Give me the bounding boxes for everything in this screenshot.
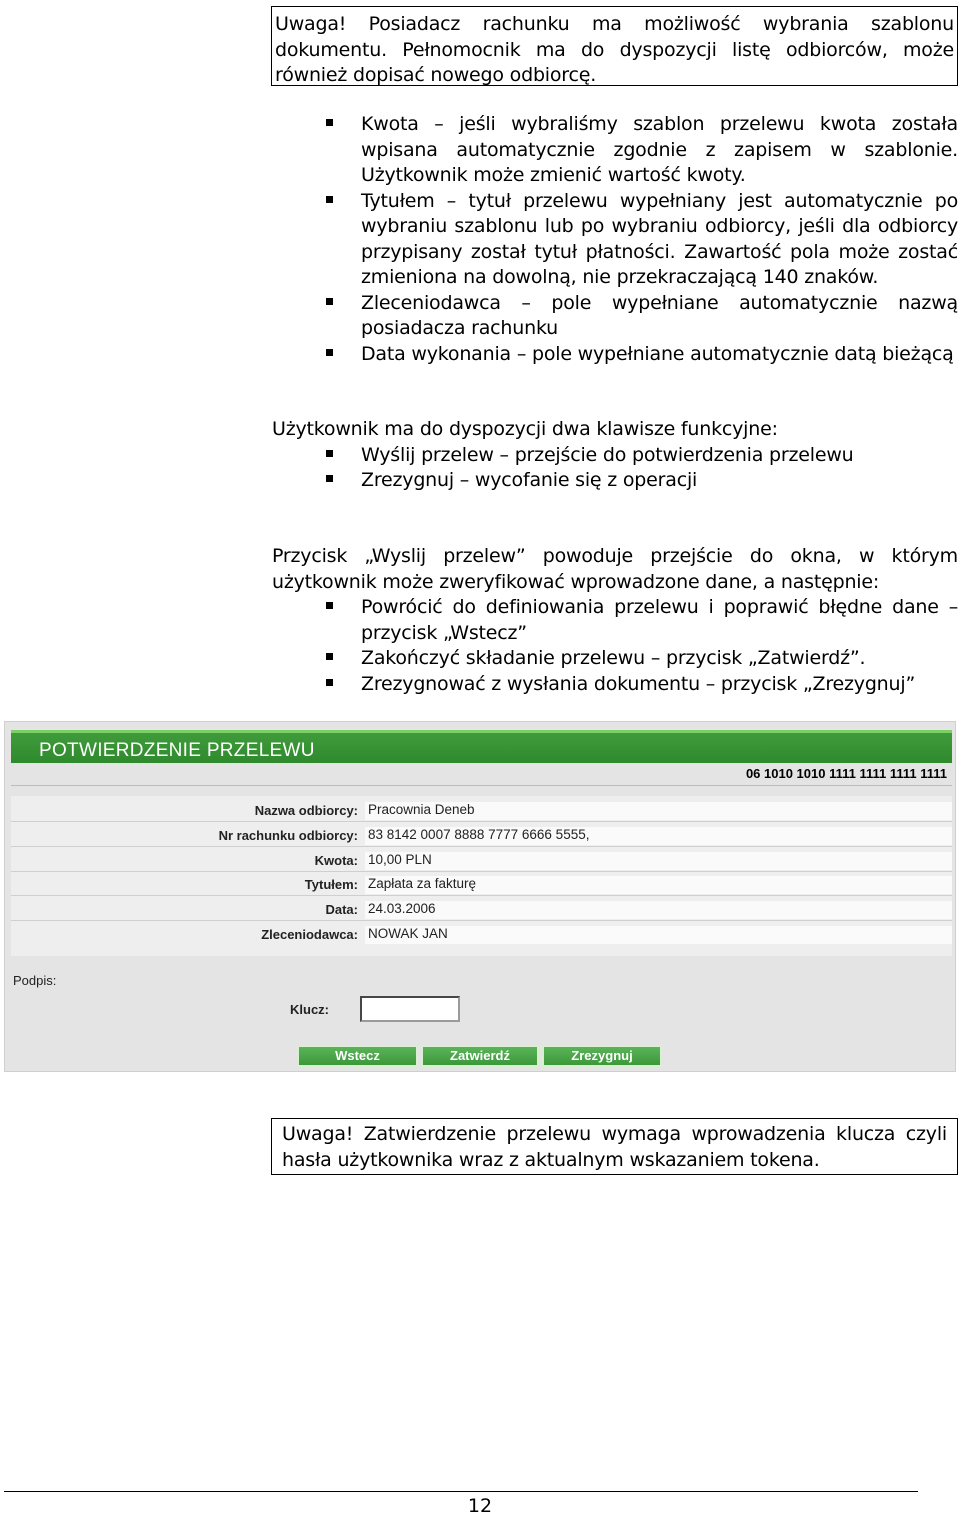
field-row-amount <box>11 848 952 872</box>
confirmation-header <box>11 730 952 763</box>
field-row-recipient-name <box>11 798 952 822</box>
note-top-text: Uwaga! Posiadacz rachunku ma możliwość wybrania szablonu dokumentu. Pełnomocnik ma do dyspozycji listę odbiorców, może również dopisać nowego odbiorcę. <box>275 13 954 86</box>
confirmation-title: POTWIERDZENIE PRZELEWU <box>39 740 315 761</box>
confirm-button[interactable]: Zatwierdź <box>421 1045 539 1067</box>
footer-divider <box>4 1491 918 1492</box>
field-value: Zapłata za fakturę <box>365 876 952 894</box>
keys-list <box>272 443 958 494</box>
bullet-icon <box>326 450 333 457</box>
bullet-icon <box>326 602 333 609</box>
field-label: Nr rachunku odbiorcy: <box>218 828 358 843</box>
note-box-top <box>271 6 958 86</box>
bullet-icon <box>326 349 333 356</box>
list-item: Zakończyć składanie przelewu – przycisk „Zatwierdź”. <box>272 646 958 672</box>
key-input[interactable] <box>360 996 460 1022</box>
field-row-principal <box>11 922 952 946</box>
bullet-icon <box>326 298 333 305</box>
list-item: Kwota – jeśli wybraliśmy szablon przelewu kwota została wpisana automatycznie zgodnie z zapisem w szablonie. Użytkownik może zmienić wartość kwoty. <box>272 112 958 189</box>
list-item: Powrócić do definiowania przelewu i poprawić błędne dane – przycisk „Wstecz” <box>272 595 958 646</box>
field-label: Nazwa odbiorcy: <box>254 803 358 818</box>
bullet-icon <box>326 475 333 482</box>
field-row-date <box>11 897 952 921</box>
list-item: Zrezygnuj – wycofanie się z operacji <box>272 468 958 494</box>
keys-intro: Użytkownik ma do dyspozycji dwa klawisze funkcyjne: <box>272 418 778 440</box>
note-box-bottom <box>271 1118 958 1175</box>
field-value: 24.03.2006 <box>365 901 952 919</box>
field-label: Tytułem: <box>304 877 358 892</box>
fields-list <box>272 112 958 367</box>
confirmation-screenshot <box>4 721 956 1072</box>
cancel-button[interactable]: Zrezygnuj <box>542 1045 662 1067</box>
transfer-details <box>11 796 952 956</box>
back-button[interactable]: Wstecz <box>297 1045 418 1067</box>
account-number: 06 1010 1010 1111 1111 1111 1111 <box>745 766 947 781</box>
confirm-section <box>272 544 958 697</box>
function-keys-section <box>272 417 958 494</box>
confirm-list <box>272 595 958 697</box>
list-item: Tytułem – tytuł przelewu wypełniany jest automatycznie po wybraniu szablonu lub po wybraniu odbiorcy, jeśli dla odbiorcy przypisany został tytuł płatności. Zawartość pola może zostać zmieniona na dowolną, nie przekraczającą 140 znaków. <box>272 189 958 291</box>
key-label: Klucz: <box>290 1002 329 1017</box>
field-value: 10,00 PLN <box>365 852 952 870</box>
bullet-icon <box>326 679 333 686</box>
signature-label: Podpis: <box>13 973 57 988</box>
field-row-recipient-account <box>11 823 952 847</box>
field-label: Zleceniodawca: <box>261 927 358 942</box>
list-item: Data wykonania – pole wypełniane automatycznie datą bieżącą <box>272 342 958 368</box>
field-row-title <box>11 872 952 896</box>
field-value: Pracownia Deneb <box>365 802 952 820</box>
field-label: Kwota: <box>314 853 358 868</box>
list-item: Zrezygnować z wysłania dokumentu – przycisk „Zrezygnuj” <box>272 672 958 698</box>
field-label: Data: <box>325 902 358 917</box>
list-item: Zleceniodawca – pole wypełniane automatycznie nazwą posiadacza rachunku <box>272 291 958 342</box>
field-value: 83 8142 0007 8888 7777 6666 5555, <box>365 827 952 845</box>
bullet-icon <box>326 196 333 203</box>
note-bottom-text: Uwaga! Zatwierdzenie przelewu wymaga wprowadzenia klucza czyli hasła użytkownika wraz z aktualnym wskazaniem tokena. <box>282 1123 947 1171</box>
confirm-intro: Przycisk „Wyslij przelew” powoduje przejście do okna, w którym użytkownik może zweryfikować wprowadzone dane, a następnie: <box>272 545 958 593</box>
field-value: NOWAK JAN <box>365 926 952 944</box>
list-item: Wyślij przelew – przejście do potwierdzenia przelewu <box>272 443 958 469</box>
divider <box>11 785 952 786</box>
bullet-icon <box>326 119 333 126</box>
fields-description <box>272 112 958 367</box>
bullet-icon <box>326 653 333 660</box>
page-number: 12 <box>467 1495 493 1517</box>
